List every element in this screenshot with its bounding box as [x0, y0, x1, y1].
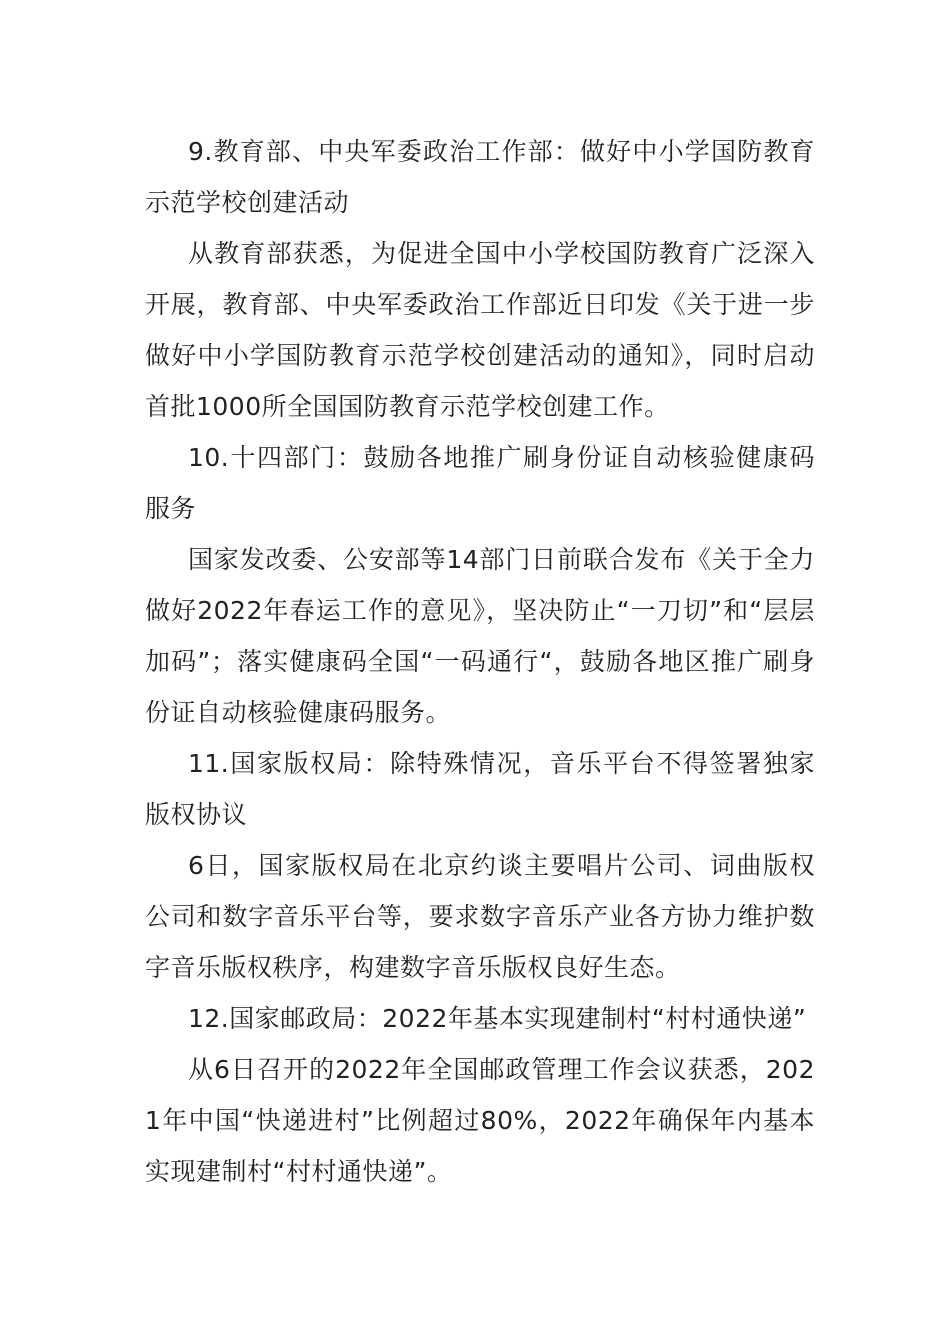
section-body-10: 国家发改委、公安部等14部门日前联合发布《关于全力做好2022年春运工作的意见》，坚决防止“一刀切”和“层层加码”；落实健康码全国“一码通行“，鼓励各地区推广刷身份证自动核验健康码服务。: [145, 545, 815, 727]
section-heading-11: 11.国家版权局：除特殊情况，音乐平台不得签署独家版权协议: [145, 749, 815, 829]
section-body-9: 从教育部获悉，为促进全国中小学校国防教育广泛深入开展，教育部、中央军委政治工作部近日印发《关于进一步做好中小学国防教育示范学校创建活动的通知》，同时启动首批1000所全国国防教育示范学校创建工作。: [145, 239, 815, 421]
section-body-12: 从6日召开的2022年全国邮政管理工作会议获悉，2021年中国“快递进村”比例超过80%，2022年确保年内基本实现建制村“村村通快递”。: [145, 1055, 815, 1186]
section-heading-10: 10.十四部门：鼓励各地推广刷身份证自动核验健康码服务: [145, 443, 815, 523]
section-heading-12: 12.国家邮政局：2022年基本实现建制村“村村通快递”: [188, 1004, 807, 1033]
document-body: [145, 126, 815, 1197]
section-body-11: 6日，国家版权局在北京约谈主要唱片公司、词曲版权公司和数字音乐平台等，要求数字音乐产业各方协力维护数字音乐版权秩序，构建数字音乐版权良好生态。: [145, 851, 815, 982]
section-heading-9: 9.教育部、中央军委政治工作部：做好中小学国防教育示范学校创建活动: [145, 137, 815, 217]
